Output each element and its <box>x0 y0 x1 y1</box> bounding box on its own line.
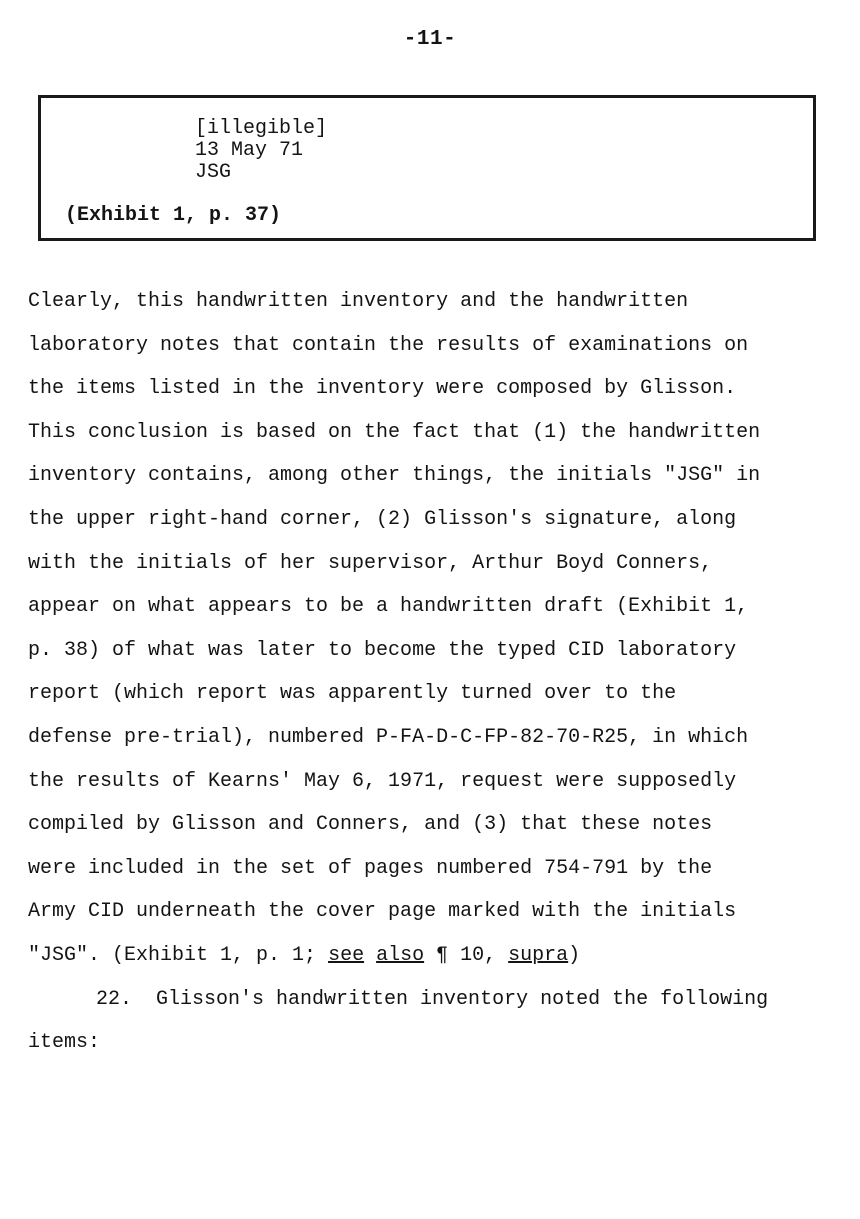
body-line: Army CID underneath the cover page marked with the initials <box>28 900 737 924</box>
body-line: This conclusion is based on the fact that (1) the handwritten <box>28 420 761 444</box>
paragraph-22-line: 22. Glisson's handwritten inventory noted the following <box>96 987 769 1011</box>
body-line: Clearly, this handwritten inventory and the handwritten <box>28 290 689 313</box>
paragraph-22-line: items: <box>28 1031 101 1055</box>
body-line: report (which report was apparently turned over to the <box>28 682 677 706</box>
annotation-line-date: 13 May 71 <box>195 139 304 162</box>
exhibit-annotation <box>195 118 327 184</box>
signal-supra: supra <box>508 943 569 967</box>
body-line: appear on what appears to be a handwritten draft (Exhibit 1, <box>28 595 749 619</box>
exhibit-citation: (Exhibit 1, p. 37) <box>65 204 282 227</box>
citation-line <box>28 934 848 978</box>
body-text <box>28 280 848 1065</box>
exhibit-quote-box <box>38 95 816 241</box>
body-line: the results of Kearns' May 6, 1971, request were supposedly <box>28 769 737 793</box>
body-line: the upper right-hand corner, (2) Glisson's signature, along <box>28 507 737 531</box>
body-line: compiled by Glisson and Conners, and (3) that these notes <box>28 813 713 837</box>
body-line: were included in the set of pages numbered 754-791 by the <box>28 856 713 880</box>
page-number: -11- <box>403 28 457 51</box>
citation-middle: 10, <box>448 943 509 967</box>
signal-also: also <box>376 943 425 967</box>
body-line: the items listed in the inventory were composed by Glisson. <box>28 377 737 401</box>
annotation-line-illegible: [illegible] <box>195 117 328 140</box>
body-line: defense pre-trial), numbered P-FA-D-C-FP-82-70-R25, in which <box>28 725 749 749</box>
body-line: with the initials of her supervisor, Arthur Boyd Conners, <box>28 551 713 575</box>
body-line: inventory contains, among other things, the initials "JSG" in <box>28 464 761 488</box>
paragraph-symbol: ¶ <box>436 943 449 967</box>
body-line: p. 38) of what was later to become the typed CID laboratory <box>28 638 737 662</box>
citation-prefix: "JSG". (Exhibit 1, p. 1; <box>28 943 329 967</box>
body-line: laboratory notes that contain the results of examinations on <box>28 333 749 357</box>
signal-see: see <box>328 943 365 967</box>
citation-suffix: ) <box>568 943 581 967</box>
annotation-line-initials: JSG <box>195 161 232 184</box>
